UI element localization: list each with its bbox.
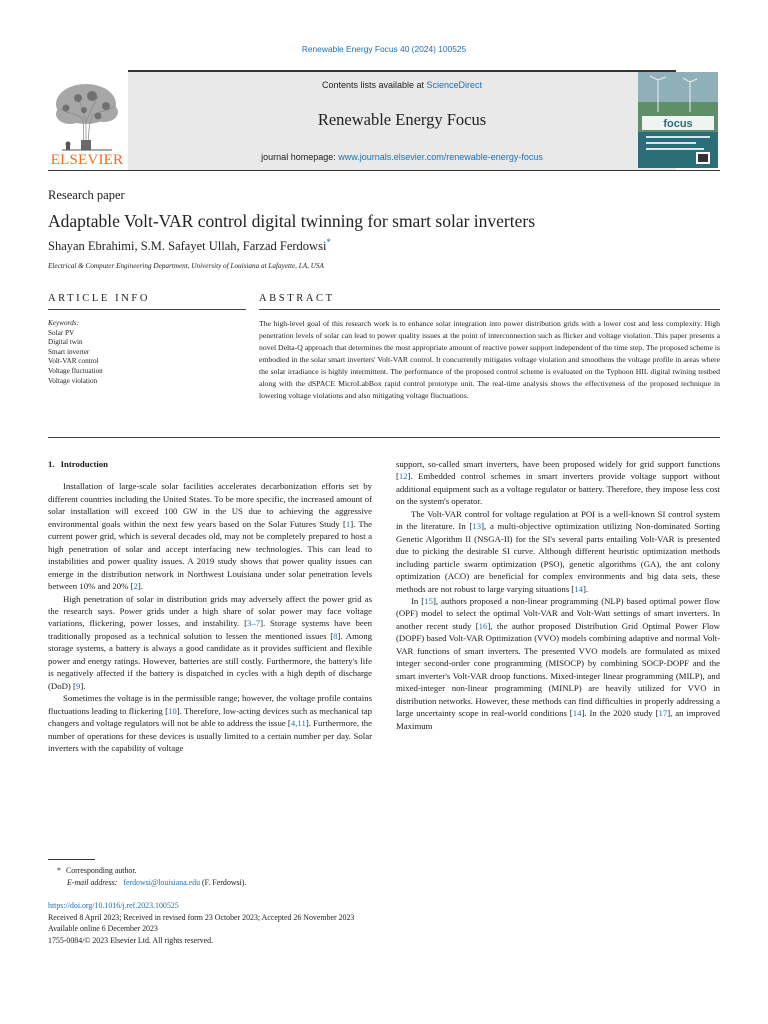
abstract-text: The high-level goal of this research work is to enhance solar integration into power distribution grids with a lower cost and less complexity. High penetration levels of solar can lead to power quality issues at the point of interconnection such as flicker and voltage violation. This paper presents a novel Delta-Q approach that determines the most appropriate amount of reactive power support independent of the time step. The proposed scheme is embodied in the solar smart inverters' Volt-VAR control. It concurrently mitigates voltage violation and smoothens the voltage profile in areas where the solar irradiance is highly intermittent. The performance of the proposed control scheme is evaluated on the Typhoon HIL digital twining testbed along with the dSPACE MicroLabBox rapid control prototype unit. The real-time analysis shows the effectiveness of the proposed technique in lowering voltage violations and also mitigating voltage fluctuations. (259, 319, 720, 401)
text-run: In [ (411, 595, 425, 606)
copyright-line: 1755-0084/© 2023 Elsevier Ltd. All rights reserved. (48, 935, 214, 945)
text-run: ]. (582, 583, 589, 594)
abstract-bottom-rule (48, 437, 720, 438)
keyword-item: Solar PV (48, 328, 75, 337)
corresponding-author-marker[interactable]: * (326, 237, 331, 247)
text-run: support, so-called smart inverters, have been proposed widely for grid support functions [ (396, 459, 720, 482)
article-type: Research paper (48, 188, 125, 202)
body-right-column (396, 458, 720, 732)
masthead-bottom-rule (48, 170, 720, 171)
section-heading (48, 458, 372, 470)
citation-link[interactable]: 15 (424, 595, 433, 606)
text-run: Sometimes the voltage is in the permissible range; however, the voltage profile contains fluctuations leading to flickering [ (48, 693, 372, 716)
citation-link[interactable]: 13 (472, 521, 482, 532)
paragraph (396, 595, 720, 732)
citation-link[interactable]: 10 (168, 705, 177, 716)
text-run: ]. Among storage systems, a battery is always a good candidate as it provides sufficient and flexible power and energy ratings. However, batteries are still costly. Furthermore, the battery's life is negatively affected if the battery is dispatched in cycles with a high depth of discharge (DoD) [ (48, 630, 372, 691)
text-run: ]. (80, 680, 86, 691)
journal-masthead (48, 70, 720, 174)
author-affiliation: Electrical & Computer Engineering Department, University of Louisiana at Lafayette, LA, USA (48, 262, 324, 270)
received-dates: Received 8 April 2023; Received in revised form 23 October 2023; Accepted 26 November 2023 (48, 912, 355, 922)
journal-homepage-link[interactable]: www.journals.elsevier.com/renewable-energy-focus (338, 152, 543, 162)
citation-link[interactable]: 1 (345, 518, 351, 529)
citation-link[interactable]: 16 (478, 620, 488, 631)
available-online: Available online 6 December 2023 (48, 924, 158, 934)
section-title: Introduction (60, 459, 109, 469)
author-names: Shayan Ebrahimi, S.M. Safayet Ullah, Farzad Ferdowsi (48, 239, 327, 254)
author-list (48, 237, 331, 254)
abstract-heading: ABSTRACT (259, 293, 335, 304)
keywords-label: Keywords: (48, 319, 79, 327)
citation-link[interactable]: 12 (398, 471, 408, 482)
abstract-rule (259, 309, 720, 310)
paragraph (48, 480, 372, 592)
citation-link[interactable]: 4,11 (290, 718, 306, 729)
footnote-rule (48, 859, 95, 860)
citation-link[interactable]: 17 (658, 708, 668, 719)
keyword-item: Voltage violation (48, 376, 98, 385)
publication-info (48, 900, 354, 946)
doi-link[interactable]: https://doi.org/10.1016/j.ref.2023.100525 (48, 901, 179, 910)
keyword-item: Volt-VAR control (48, 357, 99, 366)
text-run: ]. Furthermore, the number of operations for these devices is usually limited to a certain number per day. Solar inverters with the capability of voltage (48, 718, 373, 753)
article-title: Adaptable Volt-VAR control digital twinning for smart solar inverters (48, 211, 536, 231)
text-run: Installation of large-scale solar facilities accelerates decarbonization efforts set by different countries including the United States. To be more specific, the increased amount of solar installation will exceed 100 GW in the US due to achieving the aggressive environmental goals within the next few years based on the Solar Futures Study [ (48, 481, 372, 529)
paragraph (48, 692, 372, 754)
elsevier-wordmark: ELSEVIER (50, 152, 124, 168)
cover-title: focus (663, 118, 693, 130)
text-run: ], authors proposed a non-linear programming (NLP) based optimal power flow (OPF) model to select the optimal Volt-VAR and Volt-Watt settings of smart inverters. In another recent study [ (396, 595, 721, 631)
citation-link[interactable]: 9 (75, 680, 81, 691)
email-label: E-mail address: (67, 878, 118, 887)
contents-prefix: Contents lists available at (321, 80, 427, 90)
email-suffix: (F. Ferdowsi). (202, 878, 247, 887)
text-run: ]. The current power grid, which is several decades old, may not be completely prepared to host a high penetration of solar and accept interfacing new technologies. This can lead to instabilities and power quality issues. A 2019 study shows that power quality issues can emerge in the distribution network in Northwest Louisiana under solar penetration levels between 10% and 20% [ (48, 518, 373, 592)
contents-available-line (128, 80, 676, 90)
keyword-item: Digital twin (48, 338, 83, 347)
body-left-column (48, 458, 372, 754)
footnote-marker: * (57, 866, 61, 875)
email-footnote (48, 878, 246, 887)
paragraph (396, 508, 720, 595)
text-run: ]. In the 2020 study [ (581, 708, 659, 719)
corresponding-author-footnote (48, 866, 137, 875)
corresponding-label: Corresponding author. (65, 866, 137, 875)
text-run: The Volt-VAR control for voltage regulation at POI is a well-known SI control system in the literature. In [ (396, 508, 720, 532)
journal-cover-thumbnail (638, 72, 718, 168)
keyword-item: Voltage fluctuation (48, 366, 103, 375)
text-run: ], a multi-objective optimization utilizing Non-dominated Sorting Genetic Algorithm II (NSGA-II) for the SI's several parts entailing Volt-VAR is presented due to picking the desirable SI curve. Although different heuristic optimization methods including particle swarm optimization (PSO), genetic algorithms (GA), the ant colony optimization (ACO) are beneficial for complex environments and big data sets, these methods are not robust to large varying situations [ (396, 521, 720, 594)
text-run: ], an improved Maximum (396, 708, 720, 731)
text-run: ], the author proposed Distribution Grid Optimal Power Flow (DOPF) based Volt-VAR Optimization (VVO) models combining adaptive and normal Volt-VAR functions of smart inverters. The presented VVO models are formulated as mixed integer second-order cone programming (MISOCP) by combining SOCP-DOPF and the smart inverter's Volt-VAR droop functions. Mixed-integer linear programming (MILP), and mixed-integer non-linear programming (MINLP) are heavily utilized for VVO in distribution networks. However, these methods can find difficulties in properly addressing a large uncertainty scope in real-world conditions [ (396, 620, 720, 719)
citation-link[interactable]: 2 (133, 581, 138, 592)
journal-name: Renewable Energy Focus (317, 110, 487, 129)
section-number: 1. (48, 459, 55, 469)
text-run: ]. Storage systems have been traditionally proposed as a technical solution to lessen the mentioned issues [ (48, 618, 372, 641)
keywords-block (48, 319, 246, 386)
paragraph (48, 593, 372, 693)
article-info-rule (48, 309, 246, 310)
keyword-item: Smart inverter (48, 347, 90, 356)
paragraph (396, 458, 720, 508)
citation-link[interactable]: 14 (572, 708, 582, 719)
text-run: ]. Embedded control schemes in smart inverters provide voltage support without additional equipment such as a voltage regulator or battery. Therefore, they impose less cost on the system's operator. (396, 471, 720, 507)
text-run: High penetration of solar in distribution grids may adversely affect the power grid as the research says. Power grids under a high share of solar power may face voltage variations, flickering, power losses, and instability. [ (48, 593, 372, 629)
text-run: ]. Therefore, low-acting devices such as mechanical tap changers and voltage regulators will not be able to address the issue [ (48, 705, 372, 729)
author-email-link[interactable]: ferdowsi@louisiana.edu (123, 878, 201, 887)
citation-link[interactable]: 14 (574, 583, 583, 594)
text-run: ]. (137, 581, 144, 592)
citation-link[interactable]: 3–7 (246, 618, 261, 629)
homepage-prefix: journal homepage: (261, 152, 339, 162)
journal-reference-link[interactable]: Renewable Energy Focus 40 (2024) 100525 (301, 44, 467, 54)
citation-link[interactable]: 8 (333, 630, 338, 641)
article-info-heading: ARTICLE INFO (48, 293, 151, 304)
sciencedirect-link[interactable]: ScienceDirect (426, 80, 483, 90)
masthead-center-panel (128, 72, 676, 170)
journal-homepage-line (128, 152, 676, 162)
